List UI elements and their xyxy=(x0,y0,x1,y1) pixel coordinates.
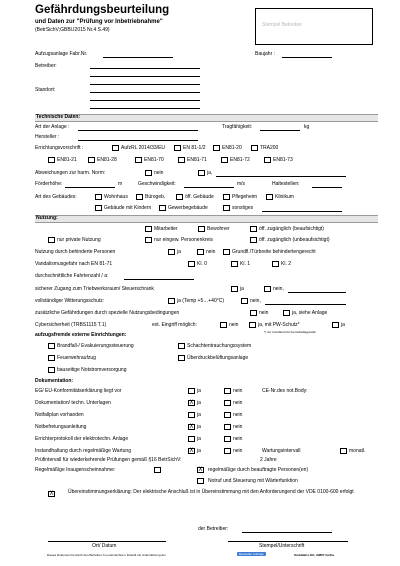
steuerschrank-ja-label: ja xyxy=(240,286,244,292)
nutzung-beaufsichtigt-checkbox[interactable] xyxy=(250,226,257,232)
gebaeude-sonstiges-checkbox[interactable] xyxy=(223,205,230,211)
erkl-checkbox[interactable] xyxy=(48,491,55,497)
steuerschrank-label: sicherer Zugang zum Triebwerksraum/ Steuerschrank xyxy=(35,286,154,292)
opt-en81-72-label: EN81-72 xyxy=(230,157,250,163)
foerderhoehe-unit: m xyxy=(118,181,123,187)
baujahr-field[interactable] xyxy=(282,57,332,58)
haltestellen-label: Haltestellen: xyxy=(272,181,300,187)
zusaetzliche-label: zusätzliche Gefährdungen durch spezielle Nutzungsbedingungen xyxy=(35,310,180,316)
steuerschrank-field[interactable] xyxy=(288,292,346,293)
doku-row-ja-checkbox[interactable] xyxy=(188,448,195,454)
behinderte-ja-checkbox[interactable] xyxy=(168,249,175,255)
gebaeude-pflege-label: Pflegeheim xyxy=(232,194,258,200)
gebaeude-label: Art des Gebäudes: xyxy=(35,194,77,200)
fremde-ueberdruck-checkbox[interactable] xyxy=(178,355,185,361)
doku-heading: Dokumentation: xyxy=(35,378,74,384)
abweichungen-ja-label: ja, xyxy=(207,170,213,176)
doku-row-ja-label: ja xyxy=(197,424,201,430)
legal-reference: (BetrSichV;GBBl.I2015 Nr.4 S.49) xyxy=(35,27,110,33)
opt-en81-73-checkbox[interactable] xyxy=(264,157,271,163)
fremde-notstrom-label: bauseitige Notstromversorgung xyxy=(57,367,127,373)
geschwindigkeit-unit: m/s xyxy=(237,181,246,187)
betreiber-label: Betreiber: xyxy=(35,63,57,69)
behinderte-label: Nutzung durch behinderte Personen xyxy=(35,249,116,255)
abweichungen-nein-checkbox[interactable] xyxy=(145,170,152,176)
opt-en81-71-label: EN81-71 xyxy=(187,157,207,163)
inaug-opt2-checkbox[interactable] xyxy=(197,478,204,484)
gebaeude-pflege-checkbox[interactable] xyxy=(223,194,230,200)
doku-row-nein-checkbox[interactable] xyxy=(224,412,231,418)
nutzung-unbeaufsichtigt-checkbox[interactable] xyxy=(250,237,257,243)
opt-en81-71-checkbox[interactable] xyxy=(178,157,185,163)
witterung-ja-checkbox[interactable] xyxy=(168,298,175,304)
cyber-label: Cybersicherheit (TRBS1115 T.1) xyxy=(35,322,107,328)
kl1-checkbox[interactable] xyxy=(231,261,238,267)
doku-row-nein-label: nein xyxy=(233,412,243,418)
opt-en81-72-checkbox[interactable] xyxy=(221,157,228,163)
doku-row-nein-label: nein xyxy=(233,436,243,442)
doku-row-nein-checkbox[interactable] xyxy=(224,448,231,454)
fremde-brandfall-checkbox[interactable] xyxy=(48,343,55,349)
abweichungen-field[interactable] xyxy=(216,176,346,177)
steuerschrank-ja-checkbox[interactable] xyxy=(231,286,238,292)
footer-company: GmbH&Co.KG, 99867 Gotha xyxy=(294,553,335,557)
gebaeude-sonstiges-label: sonstiges xyxy=(232,205,254,211)
stamp-box[interactable] xyxy=(255,8,373,45)
monatl-checkbox[interactable] xyxy=(340,448,347,454)
cyber-footnote: *) nur zutreffend für Fernwirkdiagnostik xyxy=(264,330,316,334)
kl2-label: Kl. 2 xyxy=(281,261,292,267)
fremde-schacht-checkbox[interactable] xyxy=(178,343,185,349)
inaug-opt1-checkbox[interactable] xyxy=(197,467,204,473)
witterung-nein-checkbox[interactable] xyxy=(241,298,248,304)
stempel-label: Stempel/Unterschrift xyxy=(259,543,305,549)
doku-row-ja-label: ja xyxy=(197,412,201,418)
nutzung-mitarbeiter-checkbox[interactable] xyxy=(145,226,152,232)
bestseller-badge: Bestseller Aufzüge xyxy=(239,552,264,556)
nutzung-privat-label: nur private Nutzung xyxy=(57,237,101,243)
opt-en81-28-label: EN81-28 xyxy=(97,157,117,163)
aufzug-label: Aufzugsanlage Fabr.Nr. xyxy=(35,51,88,57)
aufzug-field[interactable] xyxy=(103,57,173,58)
steuerschrank-nein-label: nein, xyxy=(273,286,284,292)
kg-unit: kg xyxy=(304,124,310,130)
opt-en81-70-label: EN81-70 xyxy=(144,157,164,163)
fahrtenzahl-field[interactable] xyxy=(124,279,194,280)
standort-field-1[interactable] xyxy=(90,84,200,85)
signature-field[interactable] xyxy=(228,541,348,542)
kl2-checkbox[interactable] xyxy=(272,261,279,267)
gebaeude-kinder-label: Gebäude mit Kindern xyxy=(104,205,152,211)
extern-nein-checkbox[interactable] xyxy=(220,322,227,328)
haltestellen-field[interactable] xyxy=(312,187,342,188)
standort-label: Standort: xyxy=(35,87,56,93)
standort-field-2[interactable] xyxy=(90,92,200,93)
witterung-field[interactable] xyxy=(265,304,346,305)
doku-row-nein-checkbox[interactable] xyxy=(224,388,231,394)
doku-row-extra: CE-Nr.des not.Body: xyxy=(262,388,308,394)
behinderte-ja-label: ja xyxy=(177,249,181,255)
opt-en81-21-checkbox[interactable] xyxy=(48,157,55,163)
art-label: Art der Anlage : xyxy=(35,124,70,130)
extern-ja-checkbox[interactable] xyxy=(249,322,256,328)
hersteller-field[interactable] xyxy=(78,140,198,141)
opt-en81-20-checkbox[interactable] xyxy=(213,145,220,151)
nutzung-mitarbeiter-label: Mitarbeiter xyxy=(154,226,178,232)
doku-row-ja-label: ja xyxy=(197,388,201,394)
technische-band xyxy=(35,114,378,122)
gebaeude-kinder-checkbox[interactable] xyxy=(95,205,102,211)
page-title: Gefährdungsbeurteilung xyxy=(35,4,170,16)
zusaetzliche-ja-label: ja, siehe Anlage xyxy=(292,310,328,316)
inaug-opt2-label: Notruf und Steuerung mit Wärterfunktion xyxy=(208,478,298,484)
witterung-label: vollständiger Witterungsschutz: xyxy=(35,298,105,304)
behinderte-nein-label: nein xyxy=(206,249,216,255)
nutzung-heading: Nutzung: xyxy=(36,215,58,221)
doku-row-ja-checkbox[interactable] xyxy=(188,400,195,406)
inaug-opt1-label: regelmäßige durch beauftragte Personen(en) xyxy=(208,467,309,473)
betreiber-field-2[interactable] xyxy=(90,76,200,77)
nutzung-unbeaufsichtigt-label: öff. zugänglich (unbeaufsichtigt) xyxy=(259,237,330,243)
standort-field-4[interactable] xyxy=(90,108,200,109)
pruef-value: 2 Jahre xyxy=(260,457,277,463)
inaug-label: Regelmäßige Inaugenscheinnahme: xyxy=(35,467,116,473)
technische-heading: Technische Daten: xyxy=(36,114,81,120)
art-field[interactable] xyxy=(78,130,198,131)
witterung-ja-label: ja (Temp +5…+40°C) xyxy=(177,298,225,304)
geschwindigkeit-field[interactable] xyxy=(184,187,234,188)
doku-row-ja-checkbox[interactable] xyxy=(188,388,195,394)
doku-row-label: Notfallplan vorhanden xyxy=(35,412,84,418)
fahrtenzahl-label: durchschnittliche Fahrtenzahl / a: xyxy=(35,273,109,279)
gebaeude-oeff-checkbox[interactable] xyxy=(176,194,183,200)
kl0-label: Kl. 0 xyxy=(197,261,208,267)
extern-nein-label: nein xyxy=(229,322,239,328)
doku-row-label: Dokumentation/ techn. Unterlagen xyxy=(35,400,111,406)
ort-datum-field[interactable] xyxy=(48,541,166,542)
behinderte-nein-checkbox[interactable] xyxy=(197,249,204,255)
doku-row-label: Errichterprotokoll der elektrotechn. Anlage xyxy=(35,436,129,442)
baujahr-label: Baujahr : xyxy=(255,51,276,57)
opt-tra200-label: TRA200 xyxy=(260,145,279,151)
opt-tra200-checkbox[interactable] xyxy=(251,145,258,151)
fremde-brandfall-label: Brandfall-/ Evakuierungssteuerung xyxy=(57,343,134,349)
opt-aufzrl-checkbox[interactable] xyxy=(112,145,119,151)
opt-en81-21-label: EN81-21 xyxy=(57,157,77,163)
opt-en81-73-label: EN81-73 xyxy=(273,157,293,163)
opt-en81-28-checkbox[interactable] xyxy=(88,157,95,163)
pruef-label: Prüfintervall für wiederkehrende Prüfungen gemäß §16 BetrSichV: xyxy=(35,457,182,463)
fremde-schacht-label: Schachtentrauchungssystem xyxy=(187,343,252,349)
extern-pw-checkbox[interactable] xyxy=(332,322,339,328)
abweichungen-nein-label: nein xyxy=(154,170,164,176)
gebaeude-sonstiges-field[interactable] xyxy=(262,211,342,212)
doku-row-nein-label: nein xyxy=(233,400,243,406)
doku-row-nein-checkbox[interactable] xyxy=(224,436,231,442)
zusaetzliche-nein-checkbox[interactable] xyxy=(250,310,257,316)
foerderhoehe-label: Förderhöhe: xyxy=(35,181,63,187)
nutzung-eingew-label: nur eingew. Personenkreis xyxy=(154,237,213,243)
fremde-feuerwehr-label: Feuerwehraufzug xyxy=(57,355,96,361)
footer-note: Dieses Dokument ist durch den Betreiber zu unterzeichnen. Erstellt mit Unterstützung der xyxy=(47,553,166,557)
inaug-checkbox[interactable] xyxy=(154,467,161,473)
doku-row-nein-checkbox[interactable] xyxy=(224,424,231,430)
gebaeude-buero-label: Bürogeb. xyxy=(145,194,166,200)
doku-row-ja-label: ja xyxy=(197,436,201,442)
extern-ja-label: ja, mit PW-Schutz* xyxy=(258,322,300,328)
doku-row-nein-label: nein xyxy=(233,388,243,394)
gebaeude-klinikum-checkbox[interactable] xyxy=(266,194,273,200)
doku-row-extra: Wartungsintervall xyxy=(262,448,301,454)
doku-row-label: EG/ EU-Konformitätserklärung liegt vor xyxy=(35,388,122,394)
abweichungen-ja-checkbox[interactable] xyxy=(198,170,205,176)
errichtungsvorschrift-label: Errichtungsvorschrift : xyxy=(35,145,84,151)
grundfl-checkbox[interactable] xyxy=(223,249,230,255)
doku-row-label: Instandhaltung durch regelmäßige Wartung xyxy=(35,448,131,454)
ort-datum-label: Ort/ Datum xyxy=(92,543,117,549)
doku-row-ja-checkbox[interactable] xyxy=(188,424,195,430)
opt-en81-12-checkbox[interactable] xyxy=(174,145,181,151)
nutzung-privat-checkbox[interactable] xyxy=(48,237,55,243)
gebaeude-buero-checkbox[interactable] xyxy=(136,194,143,200)
doku-row-nein-label: nein xyxy=(233,424,243,430)
steuerschrank-nein-checkbox[interactable] xyxy=(264,286,271,292)
doku-row-ja-checkbox[interactable] xyxy=(188,436,195,442)
abweichungen-label: Abweichungen zur harm. Norm: xyxy=(35,170,106,176)
doku-row-nein-checkbox[interactable] xyxy=(224,400,231,406)
geschwindigkeit-label: Geschwindigkeit: xyxy=(138,181,176,187)
nutzung-band xyxy=(35,215,378,223)
opt-aufzrl-label: AufzRL 2014/33/EU xyxy=(121,145,166,151)
page-subtitle: und Daten zur "Prüfung vor Inbetriebnahme" xyxy=(35,19,163,25)
fremde-heading: aufzugsfremde externe Einrichtungen: xyxy=(35,332,127,338)
gebaeude-wohnhaus-checkbox[interactable] xyxy=(95,194,102,200)
grundfl-label: Grundfl./Türbreite behindertengerecht xyxy=(232,249,316,255)
betreiber-sign-field[interactable] xyxy=(242,532,332,533)
betreiber-field-1[interactable] xyxy=(90,68,200,69)
zusaetzliche-nein-label: nein xyxy=(259,310,269,316)
gebaeude-gewerbe-label: Gewerbegebäude xyxy=(168,205,208,211)
zusaetzliche-ja-checkbox[interactable] xyxy=(283,310,290,316)
opt-en81-20-label: EN81-20 xyxy=(222,145,242,151)
doku-row-label: Notbefreiungsanleitung xyxy=(35,424,87,430)
hersteller-label: Hersteller : xyxy=(35,134,60,140)
nutzung-bewohner-checkbox[interactable] xyxy=(198,226,205,232)
betreiber-sign-label: der Betreiber: xyxy=(198,526,229,532)
gebaeude-gewerbe-checkbox[interactable] xyxy=(159,205,166,211)
tragfaehigkeit-label: Tragfähigkeit: xyxy=(222,124,253,130)
nutzung-eingew-checkbox[interactable] xyxy=(145,237,152,243)
doku-row-ja-checkbox[interactable] xyxy=(188,412,195,418)
vandalismus-label: Vandalismusgefahr nach EN 81-71 xyxy=(35,261,113,267)
erkl-text: Übereinstimmungserklärung: Der elektrische Anschluß ist in Übereinstimmung mit den Anforderungend der VDE 0100-600 erfolgt xyxy=(68,489,354,495)
stamp-placeholder: Stempel Betreiber xyxy=(262,22,303,28)
gebaeude-oeff-label: öff. Gebäude xyxy=(185,194,214,200)
fremde-feuerwehr-checkbox[interactable] xyxy=(48,355,55,361)
doku-row-ja-label: ja xyxy=(197,448,201,454)
foerderhoehe-field[interactable] xyxy=(65,187,115,188)
monatl-label: monatl. xyxy=(349,448,366,454)
kl1-label: Kl. 1 xyxy=(240,261,251,267)
opt-en81-70-checkbox[interactable] xyxy=(135,157,142,163)
tragfaehigkeit-field[interactable] xyxy=(260,130,300,131)
fremde-notstrom-checkbox[interactable] xyxy=(48,367,55,373)
extern-label: ext. Eingriff möglich: xyxy=(152,322,197,328)
gebaeude-klinikum-label: Klinikum xyxy=(275,194,294,200)
gebaeude-wohnhaus-label: Wohnhaus xyxy=(104,194,128,200)
fremde-ueberdruck-label: Überdruckbelüftungsanlage xyxy=(187,355,249,361)
standort-field-3[interactable] xyxy=(90,100,200,101)
nutzung-bewohner-label: Bewohner xyxy=(207,226,230,232)
witterung-nein-label: nein, xyxy=(250,298,261,304)
doku-row-nein-label: nein xyxy=(233,448,243,454)
doku-row-ja-label: ja xyxy=(197,400,201,406)
kl0-checkbox[interactable] xyxy=(188,261,195,267)
nutzung-beaufsichtigt-label: öff. zugänglich (beaufsichtigt) xyxy=(259,226,324,232)
opt-en81-12-label: EN 81-1/2 xyxy=(183,145,206,151)
extern-pw-ja-label: ja xyxy=(341,322,345,328)
